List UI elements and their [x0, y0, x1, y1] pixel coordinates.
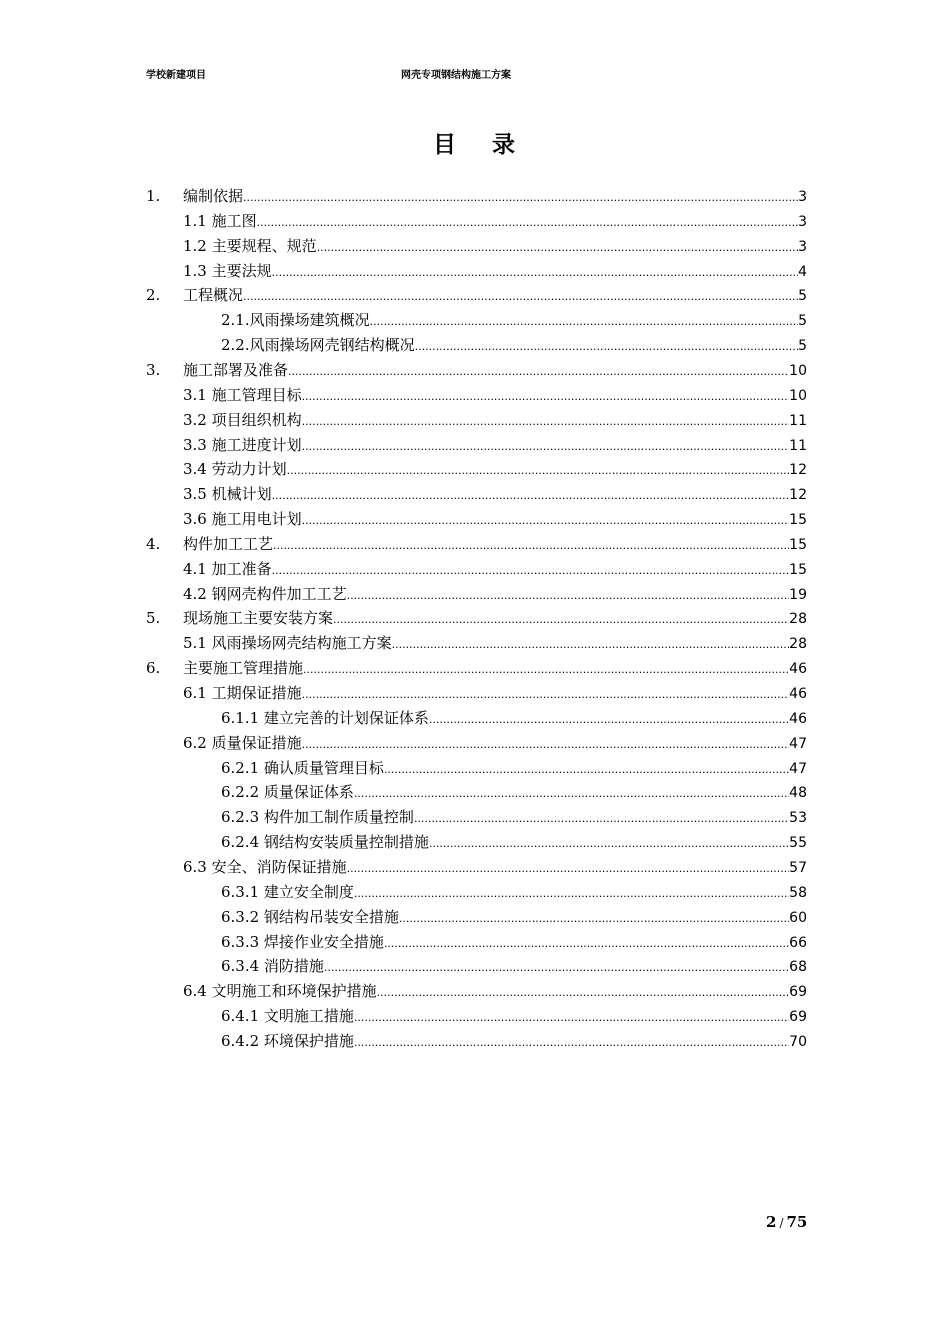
- toc-entry[interactable]: [0, 706, 950, 730]
- toc-entry-label: 6.2.1 确认质量管理目标: [221, 758, 384, 777]
- toc-leader-dots: [370, 310, 798, 334]
- toc-entry[interactable]: [0, 656, 950, 680]
- toc-entry-label: 4.1 加工准备: [183, 559, 272, 578]
- toc-entry-number: 6.: [146, 659, 161, 678]
- toc-entry-page: 60: [789, 909, 807, 926]
- toc-leader-dots: [302, 509, 790, 533]
- toc-entry-label: 2.1.风雨操场建筑概况: [221, 311, 370, 330]
- toc-entry[interactable]: [0, 308, 950, 332]
- toc-entry-number: 5.: [146, 609, 161, 628]
- toc-entry-page: 5: [798, 313, 807, 330]
- toc-entry-label: 6.4 文明施工和环境保护措施: [183, 982, 377, 1001]
- toc-entry-label: 3.6 施工用电计划: [183, 510, 302, 529]
- toc-entry-page: 11: [789, 437, 807, 454]
- toc-entry-number: 1.: [146, 187, 161, 205]
- toc-entry[interactable]: [0, 1029, 950, 1053]
- toc-entry[interactable]: [0, 855, 950, 879]
- toc-leader-dots: [257, 211, 798, 235]
- toc-leader-dots: [347, 584, 790, 608]
- toc-leader-dots: [354, 782, 789, 806]
- toc-entry[interactable]: [0, 780, 950, 804]
- toc-leader-dots: [317, 236, 798, 260]
- toc-entry[interactable]: [0, 880, 950, 904]
- toc-entry-page: 11: [789, 412, 807, 429]
- toc-entry-number: 4.: [146, 534, 161, 553]
- toc-title-char: 录: [492, 131, 517, 158]
- toc-entry-label: 工程概况: [183, 286, 244, 305]
- toc-leader-dots: [243, 186, 798, 210]
- toc-entry[interactable]: [0, 830, 950, 854]
- toc-leader-dots: [354, 1031, 789, 1055]
- toc-leader-dots: [354, 1006, 789, 1030]
- toc-leader-dots: [414, 807, 789, 831]
- toc-entry-label: 构件加工工艺: [183, 534, 274, 553]
- toc-entry-page: 3: [798, 213, 807, 230]
- toc-entry-label: 6.3.3 焊接作业安全措施: [221, 932, 384, 951]
- toc-entry-page: 3: [798, 189, 807, 205]
- toc-entry[interactable]: [0, 805, 950, 829]
- toc-leader-dots: [384, 758, 789, 782]
- toc-entry-label: 6.1 工期保证措施: [183, 684, 302, 702]
- toc-entry-page: 15: [789, 536, 807, 553]
- toc-entry-page: 48: [789, 785, 807, 802]
- toc-entry-page: 19: [789, 586, 807, 603]
- toc-entry-label: 6.2.3 构件加工制作质量控制: [221, 808, 414, 827]
- toc-entry[interactable]: [0, 482, 950, 506]
- toc-entry-label: 3.3 施工进度计划: [183, 435, 302, 454]
- toc-entry-label: 1.3 主要法规: [183, 261, 272, 280]
- toc-entry-label: 6.4.2 环境保护措施: [221, 1031, 354, 1050]
- toc-entry-label: 4.2 钢网壳构件加工工艺: [183, 584, 347, 603]
- toc-entry[interactable]: [0, 433, 950, 457]
- toc-entry[interactable]: [0, 457, 950, 481]
- toc-leader-dots: [272, 484, 790, 508]
- toc-leader-dots: [429, 708, 789, 732]
- toc-leader-dots: [302, 733, 790, 757]
- header-document-title: 网壳专项钢结构施工方案: [401, 70, 511, 81]
- toc-leader-dots: [324, 956, 789, 980]
- toc-entry[interactable]: [0, 507, 950, 531]
- toc-entry[interactable]: [0, 731, 950, 755]
- toc-entry-page: 28: [789, 636, 807, 653]
- toc-entry-label: 6.3.1 建立安全制度: [221, 882, 354, 901]
- toc-entry-label: 3.1 施工管理目标: [183, 385, 302, 404]
- toc-entry-page: 68: [789, 959, 807, 976]
- toc-leader-dots: [392, 633, 790, 657]
- toc-entry[interactable]: [0, 979, 950, 1003]
- toc-leader-dots: [272, 559, 790, 583]
- toc-entry[interactable]: [0, 184, 950, 208]
- toc-entry-label: 施工部署及准备: [183, 360, 289, 379]
- toc-entry[interactable]: [0, 681, 950, 705]
- toc-entry[interactable]: [0, 1004, 950, 1028]
- toc-entry-page: 10: [789, 387, 807, 404]
- toc-entry[interactable]: [0, 333, 950, 357]
- toc-entry[interactable]: [0, 905, 950, 929]
- toc-entry-page: 69: [789, 1009, 807, 1026]
- page-header: [0, 66, 950, 86]
- toc-leader-dots: [377, 981, 790, 1005]
- toc-leader-dots: [384, 932, 789, 956]
- page-separator: /: [779, 1216, 784, 1230]
- page-total: 75: [786, 1213, 808, 1231]
- toc-entry-label: 3.2 项目组织机构: [183, 410, 302, 429]
- toc-entry[interactable]: [0, 358, 950, 382]
- toc-entry-page: 58: [789, 884, 807, 901]
- toc-entry-page: 4: [798, 263, 807, 280]
- page-number: [766, 1213, 807, 1231]
- toc-entry-page: 5: [798, 338, 807, 355]
- toc-entry-page: 46: [789, 710, 807, 727]
- toc-entry-label: 现场施工主要安装方案: [183, 609, 334, 628]
- toc-leader-dots: [288, 360, 789, 384]
- toc-entry-page: 12: [789, 462, 807, 479]
- toc-entry-page: 57: [789, 859, 807, 876]
- toc-entry-page: 66: [789, 934, 807, 951]
- toc-entry-page: 12: [789, 487, 807, 504]
- toc-leader-dots: [415, 335, 798, 359]
- toc-leader-dots: [302, 385, 790, 409]
- toc-entry-page: 55: [789, 835, 807, 852]
- toc-entry[interactable]: [0, 283, 950, 307]
- toc-entry-number: 2.: [146, 286, 161, 305]
- toc-entry-page: 15: [789, 561, 807, 578]
- toc-entry-label: 3.5 机械计划: [183, 485, 272, 504]
- toc-leader-dots: [429, 832, 789, 856]
- toc-entry-page: 28: [789, 611, 807, 628]
- toc-title: [0, 126, 950, 159]
- toc-entry[interactable]: [0, 234, 950, 258]
- toc-entry-number: 3.: [146, 360, 161, 379]
- toc-entry[interactable]: [0, 606, 950, 630]
- header-project-name: 学校新建项目: [146, 70, 206, 81]
- toc-leader-dots: [347, 857, 790, 881]
- toc-entry-label: 6.1.1 建立完善的计划保证体系: [221, 708, 429, 727]
- toc-entry[interactable]: [0, 209, 950, 233]
- toc-leader-dots: [273, 534, 789, 558]
- toc-entry-page: 47: [789, 760, 807, 777]
- toc-entry-page: 47: [789, 735, 807, 752]
- toc-entry-page: 46: [789, 686, 807, 702]
- toc-entry-page: 46: [789, 661, 807, 678]
- toc-entry[interactable]: [0, 259, 950, 283]
- toc-leader-dots: [302, 410, 790, 434]
- toc-entry[interactable]: [0, 383, 950, 407]
- toc-entry-label: 3.4 劳动力计划: [183, 460, 287, 479]
- toc-entry-label: 6.3.4 消防措施: [221, 957, 324, 976]
- toc-entry-page: 53: [789, 810, 807, 827]
- toc-entry-page: 3: [798, 238, 807, 255]
- toc-entry-label: 6.4.1 文明施工措施: [221, 1007, 354, 1026]
- toc-entry[interactable]: [0, 756, 950, 780]
- toc-entry[interactable]: [0, 930, 950, 954]
- page-current: 2: [766, 1213, 777, 1231]
- toc-leader-dots: [243, 285, 798, 309]
- toc-leader-dots: [287, 459, 790, 483]
- toc-entry-label: 2.2.风雨操场网壳钢结构概况: [221, 336, 415, 355]
- toc-entry-label: 1.2 主要规程、规范: [183, 236, 317, 255]
- toc-entry-label: 5.1 风雨操场网壳结构施工方案: [183, 634, 392, 653]
- toc-leader-dots: [333, 608, 789, 632]
- toc-entry-page: 10: [789, 362, 807, 379]
- toc-entry[interactable]: [0, 532, 950, 556]
- toc-entry-page: 5: [798, 288, 807, 305]
- toc-leader-dots: [399, 907, 789, 931]
- toc-entry-page: 15: [789, 512, 807, 529]
- toc-entry[interactable]: [0, 408, 950, 432]
- toc-leader-dots: [303, 658, 789, 682]
- toc-entry[interactable]: [0, 557, 950, 581]
- toc-entry[interactable]: [0, 954, 950, 978]
- toc-entry-page: 70: [789, 1033, 807, 1050]
- toc-entry-label: 6.2 质量保证措施: [183, 733, 302, 752]
- toc-entry-label: 6.3 安全、消防保证措施: [183, 857, 347, 876]
- toc-entry-label: 1.1 施工图: [183, 211, 257, 230]
- toc-entry[interactable]: [0, 631, 950, 655]
- toc-entry-label: 编制依据: [183, 187, 244, 205]
- toc-entry-label: 6.2.2 质量保证体系: [221, 783, 354, 802]
- toc-entry-label: 6.2.4 钢结构安装质量控制措施: [221, 833, 429, 852]
- toc-leader-dots: [302, 435, 790, 459]
- toc-leader-dots: [272, 261, 798, 285]
- toc-leader-dots: [354, 882, 789, 906]
- toc-leader-dots: [302, 683, 790, 707]
- toc-title-char: 目: [432, 131, 458, 158]
- toc-entry-page: 69: [789, 984, 807, 1001]
- toc-entry-label: 6.3.2 钢结构吊装安全措施: [221, 907, 399, 926]
- toc-entry[interactable]: [0, 582, 950, 606]
- toc-entry-label: 主要施工管理措施: [183, 659, 304, 678]
